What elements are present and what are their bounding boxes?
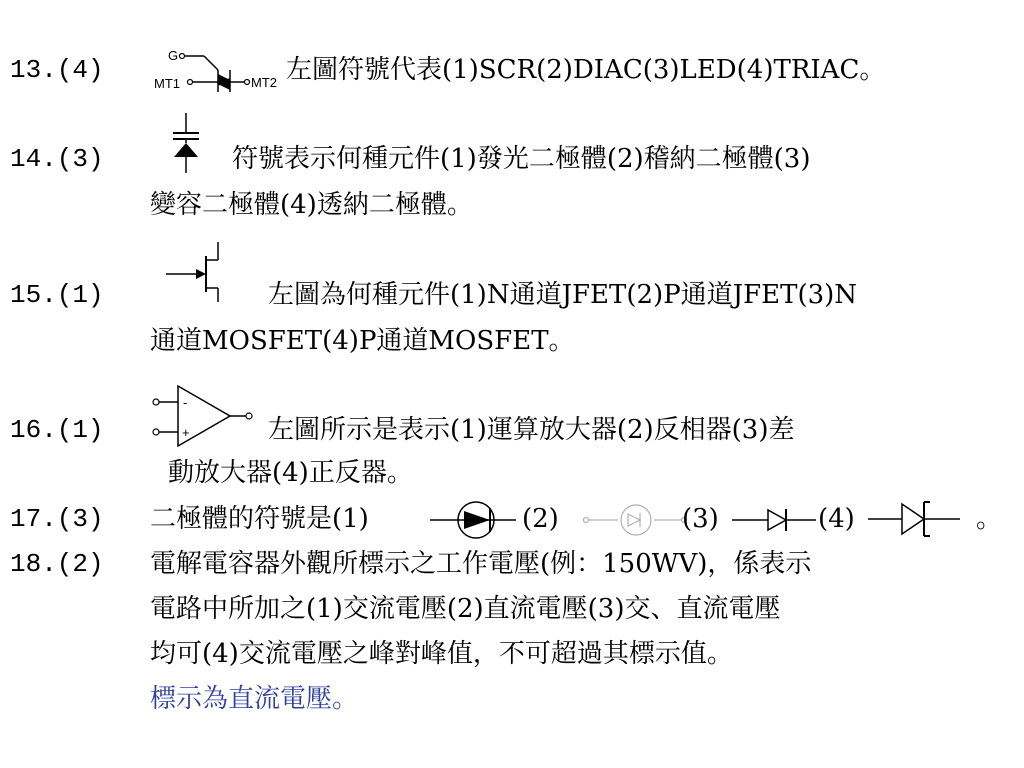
- q17-suffix: 。: [976, 504, 1003, 534]
- option4-tunnel-diode-symbol: [868, 498, 962, 540]
- q13-text: 左圖符號代表(1)SCR(2)DIAC(3)LED(4)TRIAC。: [286, 55, 886, 85]
- q18-line2: 電路中所加之(1)交流電壓(2)直流電壓(3)交、直流電壓: [150, 594, 781, 624]
- q17-prefix: 二極體的符號是(1): [150, 504, 369, 534]
- q18-answer-note: 標示為直流電壓。: [150, 684, 359, 714]
- q15-number: 15.(1): [10, 280, 104, 310]
- q14-line1: 符號表示何種元件(1)發光二極體(2)稽納二極體(3): [232, 144, 811, 174]
- n-channel-jfet-symbol: [166, 242, 226, 302]
- triac-gate-label: G: [168, 48, 179, 63]
- q13-number: 13.(4): [10, 55, 104, 85]
- option2-light-diode-symbol: [578, 502, 688, 538]
- q16-line1: 左圖所示是表示(1)運算放大器(2)反相器(3)差: [268, 415, 795, 445]
- op-amp-plus-label: +: [182, 425, 190, 440]
- q16-number: 16.(1): [10, 415, 104, 445]
- triac-mt1-label: MT1: [154, 76, 180, 91]
- q18-line3: 均可(4)交流電壓之峰對峰值，不可超過其標示值。: [150, 639, 733, 669]
- option3-diode-symbol: [732, 504, 818, 536]
- op-amp-minus-label: -: [183, 395, 188, 410]
- q18-number: 18.(2): [10, 549, 104, 579]
- op-amp-symbol: [148, 384, 260, 448]
- varactor-diode-symbol: [170, 113, 202, 175]
- q17-number: 17.(3): [10, 504, 104, 534]
- q15-line2: 通道MOSFET(4)P通道MOSFET。: [150, 326, 575, 356]
- q18-line1: 電解電容器外觀所標示之工作電壓(例：150WV)，係表示: [150, 549, 812, 579]
- q17-option3-label: (3): [682, 504, 719, 534]
- q17-option4-label: (4): [818, 504, 855, 534]
- q14-line2: 變容二極體(4)透納二極體。: [150, 190, 473, 220]
- q16-line2: 動放大器(4)正反器。: [168, 458, 413, 488]
- q15-line1: 左圖為何種元件(1)N通道JFET(2)P通道JFET(3)N: [268, 280, 858, 310]
- option1-diode-in-circle-symbol: [430, 500, 520, 540]
- triac-symbol: [152, 44, 292, 96]
- triac-mt2-label: MT2: [251, 75, 277, 90]
- q14-number: 14.(3): [10, 144, 104, 174]
- q17-option2-label: (2): [522, 504, 559, 534]
